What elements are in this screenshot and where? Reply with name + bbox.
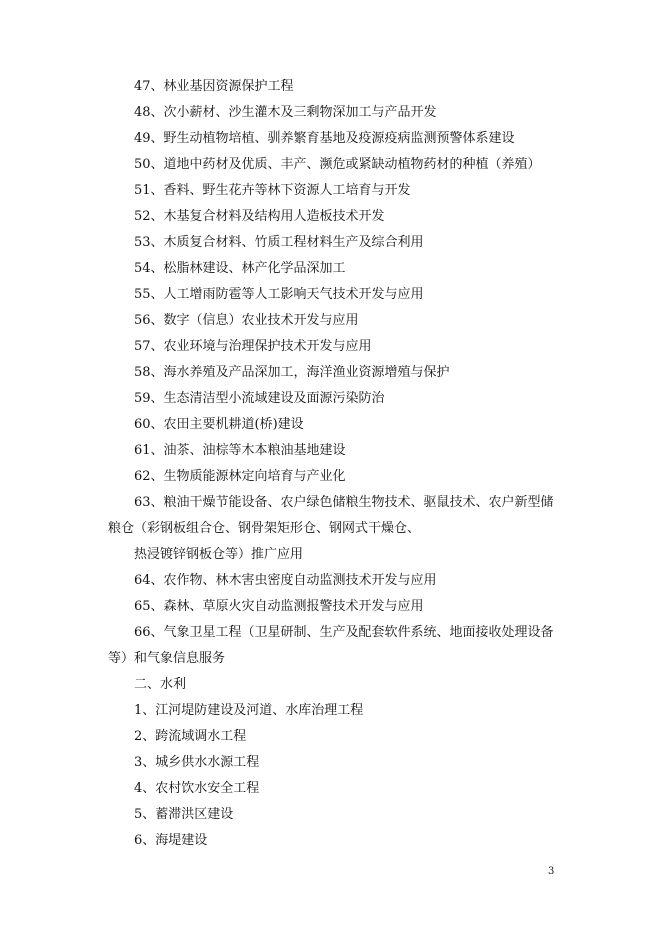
list-item: 48、次小薪材、沙生灌木及三剩物深加工与产品开发: [134, 105, 437, 120]
list-item: 50、道地中药材及优质、丰产、濒危或紧缺动植物药材的种植（养殖）: [134, 157, 541, 172]
page-content: [108, 74, 568, 854]
list-item: 2、跨流域调水工程: [134, 729, 247, 744]
page-number: 3: [548, 866, 555, 877]
list-item: 65、森林、草原火灾自动监测报警技术开发与应用: [134, 599, 424, 614]
list-item: 5、蓄滞洪区建设: [134, 807, 234, 822]
list-item: 64、农作物、林木害虫密度自动监测技术开发与应用: [134, 573, 437, 588]
list-item-63-line-2: 粮仓（彩钢板组合仓、钢骨架矩形仓、钢网式干燥仓、: [108, 521, 421, 536]
list-item-63-line-3: 热浸镀锌钢板仓等）推广应用: [134, 547, 304, 562]
list-item: 55、人工增雨防雹等人工影响天气技术开发与应用: [134, 287, 424, 302]
list-item-66-line-2: 等）和气象信息服务: [108, 651, 226, 666]
list-item: 57、农业环境与治理保护技术开发与应用: [134, 339, 372, 354]
list-item: 49、野生动植物培植、驯养繁育基地及疫源疫病监测预警体系建设: [134, 131, 515, 146]
list-item: 6、海堤建设: [134, 833, 208, 848]
list-item: 47、林业基因资源保护工程: [134, 79, 294, 94]
list-item: 4、农村饮水安全工程: [134, 781, 260, 796]
section-heading: 二、水利: [134, 677, 187, 692]
list-item: 3、城乡供水水源工程: [134, 755, 260, 770]
list-item: 60、农田主要机耕道(桥)建设: [134, 417, 304, 432]
list-item: 56、数字（信息）农业技术开发与应用: [134, 313, 359, 328]
list-item: 58、海水养殖及产品深加工，海洋渔业资源增殖与保护: [134, 365, 450, 380]
list-item: 51、香料、野生花卉等林下资源人工培育与开发: [134, 183, 411, 198]
list-item: 1、江河堤防建设及河道、水库治理工程: [134, 703, 364, 718]
list-item: 61、油茶、油棕等木本粮油基地建设: [134, 443, 346, 458]
list-item: 62、生物质能源林定向培育与产业化: [134, 469, 346, 484]
list-item: 52、木基复合材料及结构用人造板技术开发: [134, 209, 385, 224]
list-item: 59、生态清洁型小流域建设及面源污染防治: [134, 391, 385, 406]
list-item: 54、松脂林建设、林产化学品深加工: [134, 261, 346, 276]
list-item: 53、木质复合材料、竹质工程材料生产及综合利用: [134, 235, 424, 250]
list-item-66-line-1: 66、气象卫星工程（卫星研制、生产及配套软件系统、地面接收处理设备: [134, 625, 554, 640]
list-item-63-line-1: 63、粮油干燥节能设备、农户绿色储粮生物技术、驱鼠技术、农户新型储: [134, 495, 554, 510]
